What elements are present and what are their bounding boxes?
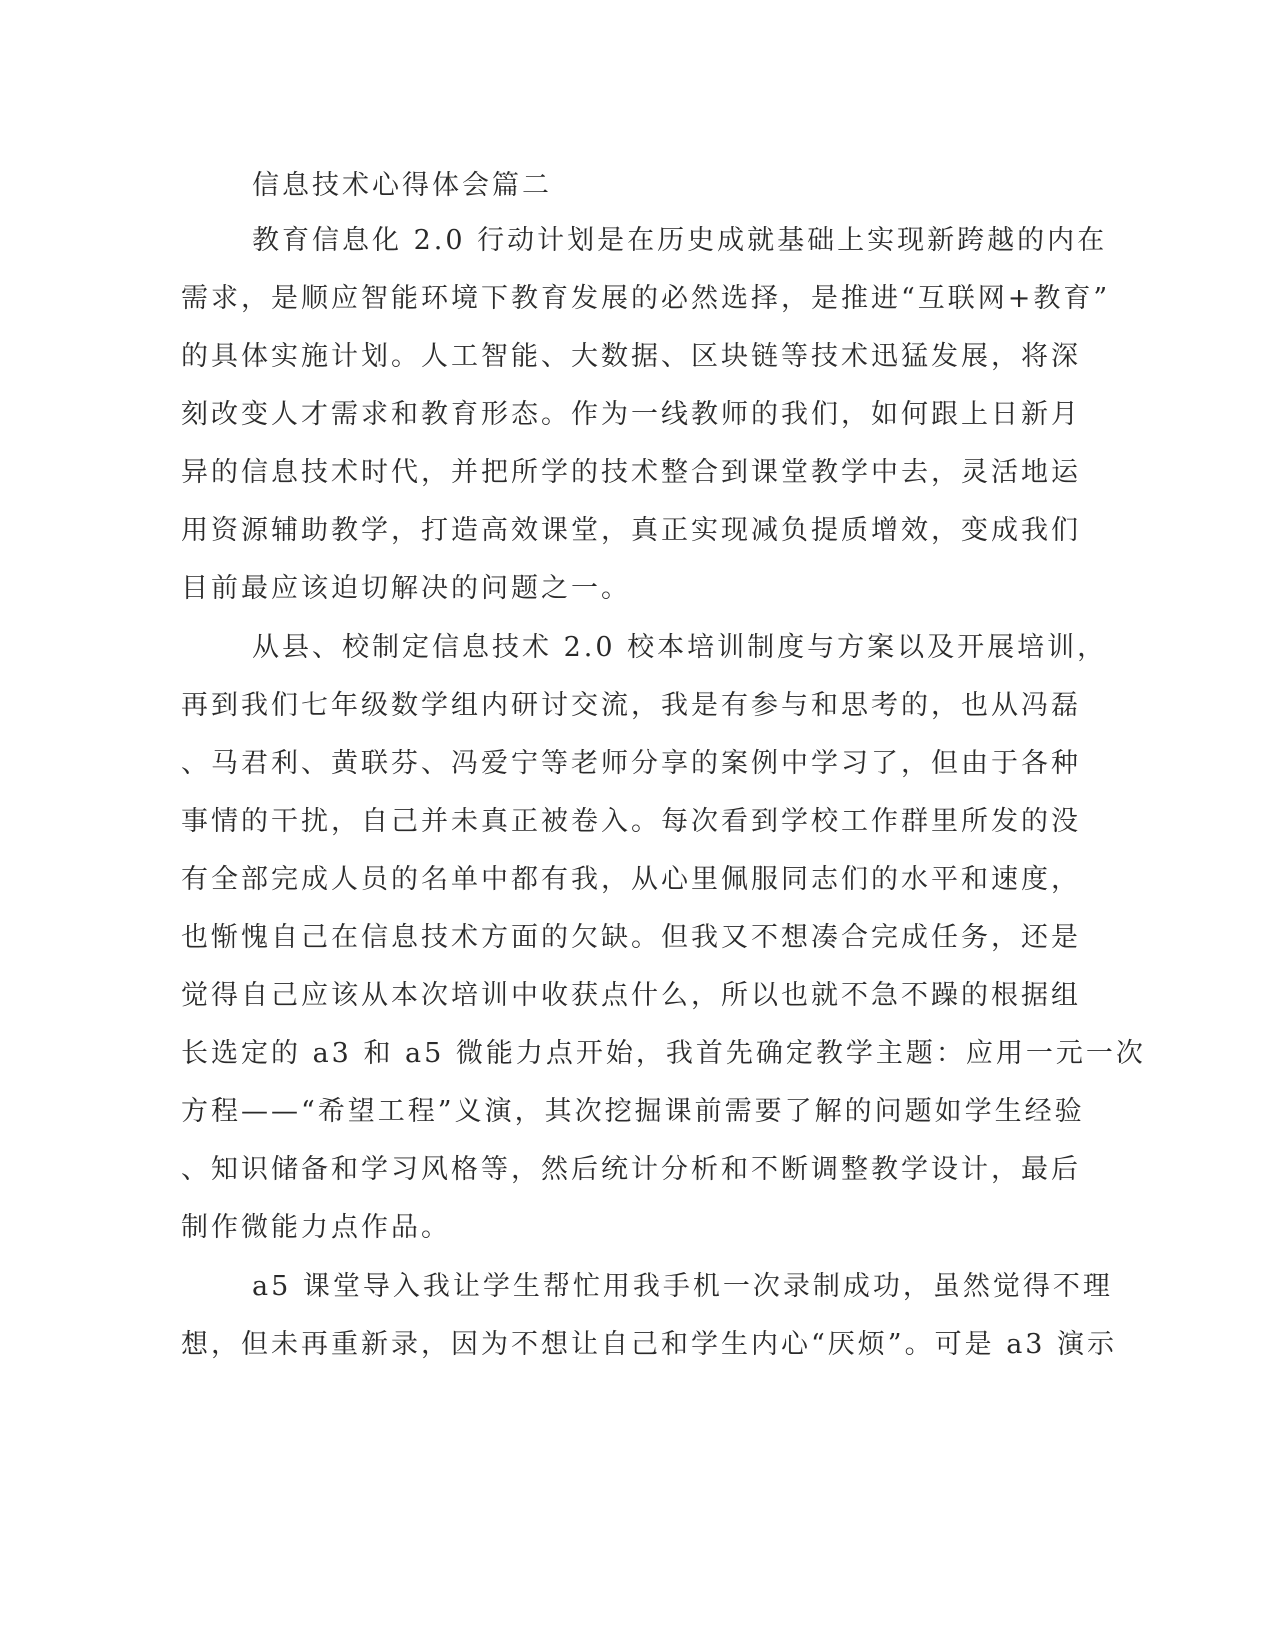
paragraph-2-line-9: 方程——“希望工程”义演，其次挖掘课前需要了解的问题如学生经验 (181, 1096, 1085, 1127)
paragraph-2-line-10: 、知识储备和学习风格等，然后统计分析和不断调整教学设计，最后 (181, 1154, 1081, 1185)
paragraph-3-line-2: 想，但未再重新录，因为不想让自己和学生内心“厌烦”。可是 a3 演示 (181, 1329, 1118, 1360)
document-title: 信息技术心得体会篇二 (252, 170, 552, 201)
paragraph-2-line-3: 、马君利、黄联芬、冯爱宁等老师分享的案例中学习了，但由于各种 (181, 748, 1081, 779)
paragraph-2-line-7: 觉得自己应该从本次培训中收获点什么，所以也就不急不躁的根据组 (181, 980, 1081, 1011)
paragraph-2-line-6: 也惭愧自己在信息技术方面的欠缺。但我又不想凑合完成任务，还是 (181, 922, 1081, 953)
paragraph-2-line-5: 有全部完成人员的名单中都有我，从心里佩服同志们的水平和速度， (181, 864, 1081, 895)
paragraph-1-line-3: 的具体实施计划。人工智能、大数据、区块链等技术迅猛发展，将深 (181, 341, 1081, 372)
paragraph-2-line-4: 事情的干扰，自己并未真正被卷入。每次看到学校工作群里所发的没 (181, 806, 1081, 837)
paragraph-1-line-4: 刻改变人才需求和教育形态。作为一线教师的我们，如何跟上日新月 (181, 399, 1081, 430)
paragraph-1-line-5: 异的信息技术时代，并把所学的技术整合到课堂教学中去，灵活地运 (181, 457, 1081, 488)
paragraph-3-line-1: a5 课堂导入我让学生帮忙用我手机一次录制成功，虽然觉得不理 (252, 1271, 1113, 1302)
paragraph-1-line-2: 需求，是顺应智能环境下教育发展的必然选择，是推进“互联网+教育” (181, 283, 1111, 314)
paragraph-2-line-2: 再到我们七年级数学组内研讨交流，我是有参与和思考的，也从冯磊 (181, 690, 1081, 721)
paragraph-1-line-6: 用资源辅助教学，打造高效课堂，真正实现减负提质增效，变成我们 (181, 515, 1081, 546)
paragraph-1-line-7: 目前最应该迫切解决的问题之一。 (181, 573, 631, 604)
paragraph-2-line-8: 长选定的 a3 和 a5 微能力点开始，我首先确定教学主题：应用一元一次 (181, 1038, 1146, 1069)
paragraph-2-line-1: 从县、校制定信息技术 2.0 校本培训制度与方案以及开展培训， (252, 632, 1108, 663)
paragraph-1-line-1: 教育信息化 2.0 行动计划是在历史成就基础上实现新跨越的内在 (252, 225, 1108, 256)
paragraph-2-line-11: 制作微能力点作品。 (181, 1212, 451, 1243)
